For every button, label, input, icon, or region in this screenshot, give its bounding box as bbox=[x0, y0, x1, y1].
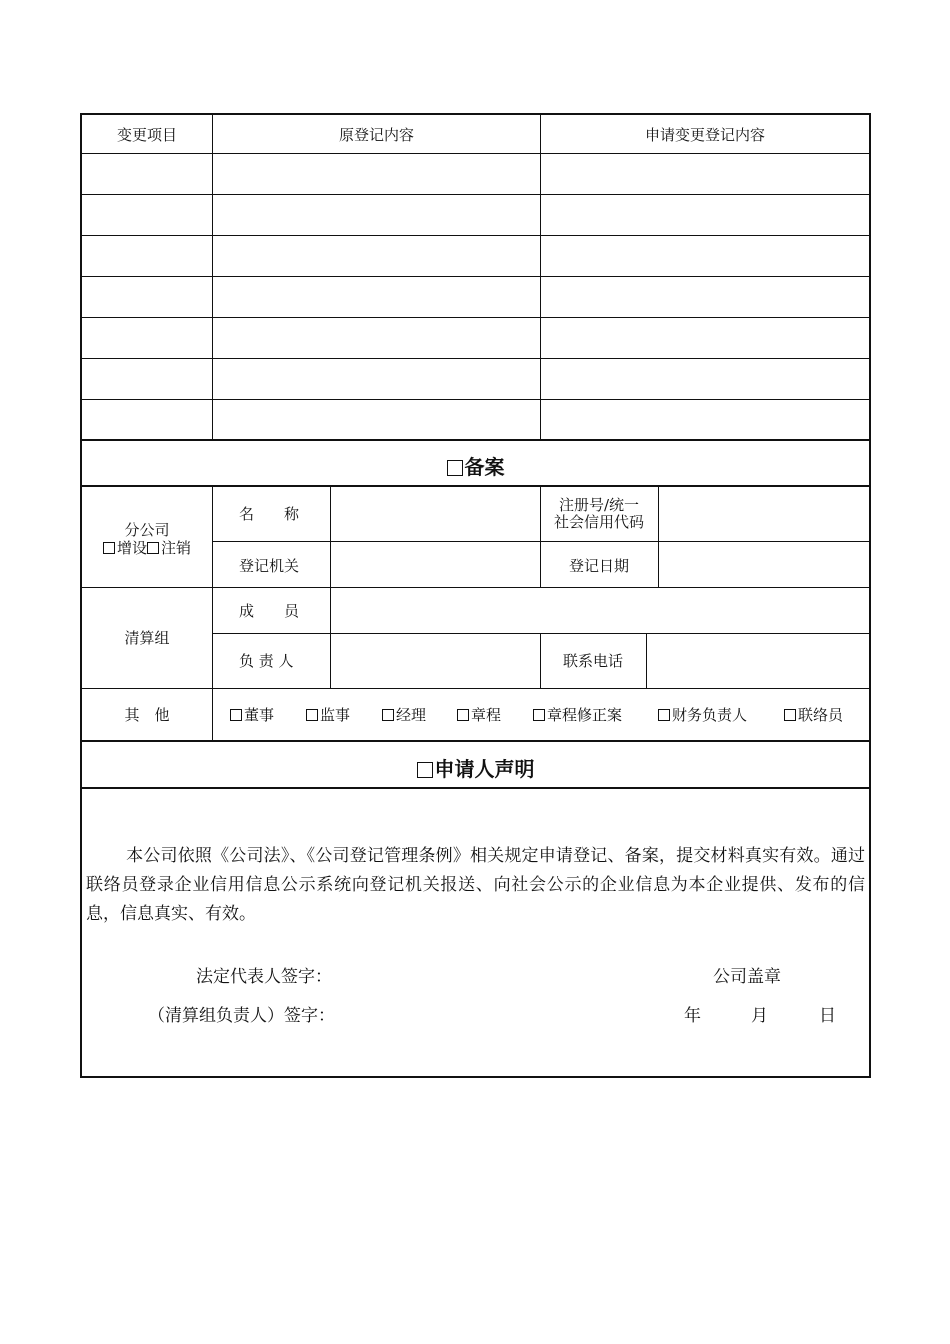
application-form bbox=[80, 113, 871, 1078]
checkbox-icon[interactable] bbox=[457, 709, 469, 721]
option-manager[interactable]: 经理 bbox=[382, 706, 426, 724]
authority-label: 登记机关 bbox=[239, 557, 300, 575]
declaration-text: 本公司依照《公司法》、《公司登记管理条例》相关规定申请登记、备案，提交材料真实有效。通过联络员登录企业信用信息公示系统向登记机关报送、向社会公示的企业信息为本企业提供、发布的信息，信息真实、有效。 bbox=[86, 846, 865, 924]
date-day: 日 bbox=[819, 1006, 836, 1026]
option-articles-amendment[interactable]: 章程修正案 bbox=[533, 706, 622, 724]
table-row[interactable] bbox=[82, 359, 869, 399]
reg-no-label: 注册号/统一 社会信用代码 bbox=[553, 496, 644, 531]
header-requested-content: 申请变更登记内容 bbox=[644, 126, 765, 144]
checkbox-icon[interactable] bbox=[147, 542, 159, 554]
declaration-section-title: 申请人声明 bbox=[82, 753, 869, 782]
liquidation-head-label: 负 责 人 bbox=[239, 652, 294, 670]
reg-date-field[interactable] bbox=[667, 557, 862, 575]
checkbox-icon[interactable] bbox=[533, 709, 545, 721]
branch-label: 分公司 增设 注销 bbox=[82, 521, 212, 557]
header-change-item: 变更项目 bbox=[116, 126, 177, 144]
liquidation-head-field[interactable] bbox=[337, 652, 537, 670]
members-field[interactable] bbox=[337, 602, 857, 620]
legal-rep-signature-label: 法定代表人签字： bbox=[196, 967, 332, 987]
option-articles[interactable]: 章程 bbox=[457, 706, 501, 724]
other-label: 其 他 bbox=[124, 706, 170, 724]
checkbox-icon[interactable] bbox=[103, 542, 115, 554]
phone-label: 联系电话 bbox=[562, 652, 623, 670]
reg-date-label: 登记日期 bbox=[568, 557, 629, 575]
checkbox-icon[interactable] bbox=[658, 709, 670, 721]
table-row[interactable] bbox=[82, 318, 869, 358]
option-supervisor[interactable]: 监事 bbox=[306, 706, 350, 724]
table-row[interactable] bbox=[82, 277, 869, 317]
branch-name-field[interactable] bbox=[337, 505, 537, 523]
checkbox-icon[interactable] bbox=[230, 709, 242, 721]
reg-no-field[interactable] bbox=[667, 505, 862, 523]
company-seal-label: 公司盖章 bbox=[713, 967, 781, 987]
checkbox-icon[interactable] bbox=[447, 460, 463, 476]
table-row[interactable] bbox=[82, 195, 869, 235]
option-finance-head[interactable]: 财务负责人 bbox=[658, 706, 747, 724]
phone-field[interactable] bbox=[657, 652, 862, 670]
option-liaison[interactable]: 联络员 bbox=[784, 706, 843, 724]
liquidation-signature-label: （清算组负责人）签字： bbox=[148, 1006, 335, 1026]
authority-field[interactable] bbox=[337, 557, 537, 575]
checkbox-icon[interactable] bbox=[417, 762, 433, 778]
branch-name-label: 名 称 bbox=[239, 505, 300, 523]
option-director[interactable]: 董事 bbox=[230, 706, 274, 724]
checkbox-icon[interactable] bbox=[306, 709, 318, 721]
filing-section-title: 备案 bbox=[82, 451, 869, 480]
table-row[interactable] bbox=[82, 236, 869, 276]
header-original-content: 原登记内容 bbox=[338, 126, 414, 144]
liquidation-label: 清算组 bbox=[124, 629, 170, 647]
members-label: 成 员 bbox=[239, 602, 300, 620]
table-row[interactable] bbox=[82, 154, 869, 194]
table-row[interactable] bbox=[82, 400, 869, 439]
checkbox-icon[interactable] bbox=[784, 709, 796, 721]
date-year: 年 bbox=[684, 1006, 701, 1026]
date-month: 月 bbox=[751, 1006, 768, 1026]
checkbox-icon[interactable] bbox=[382, 709, 394, 721]
